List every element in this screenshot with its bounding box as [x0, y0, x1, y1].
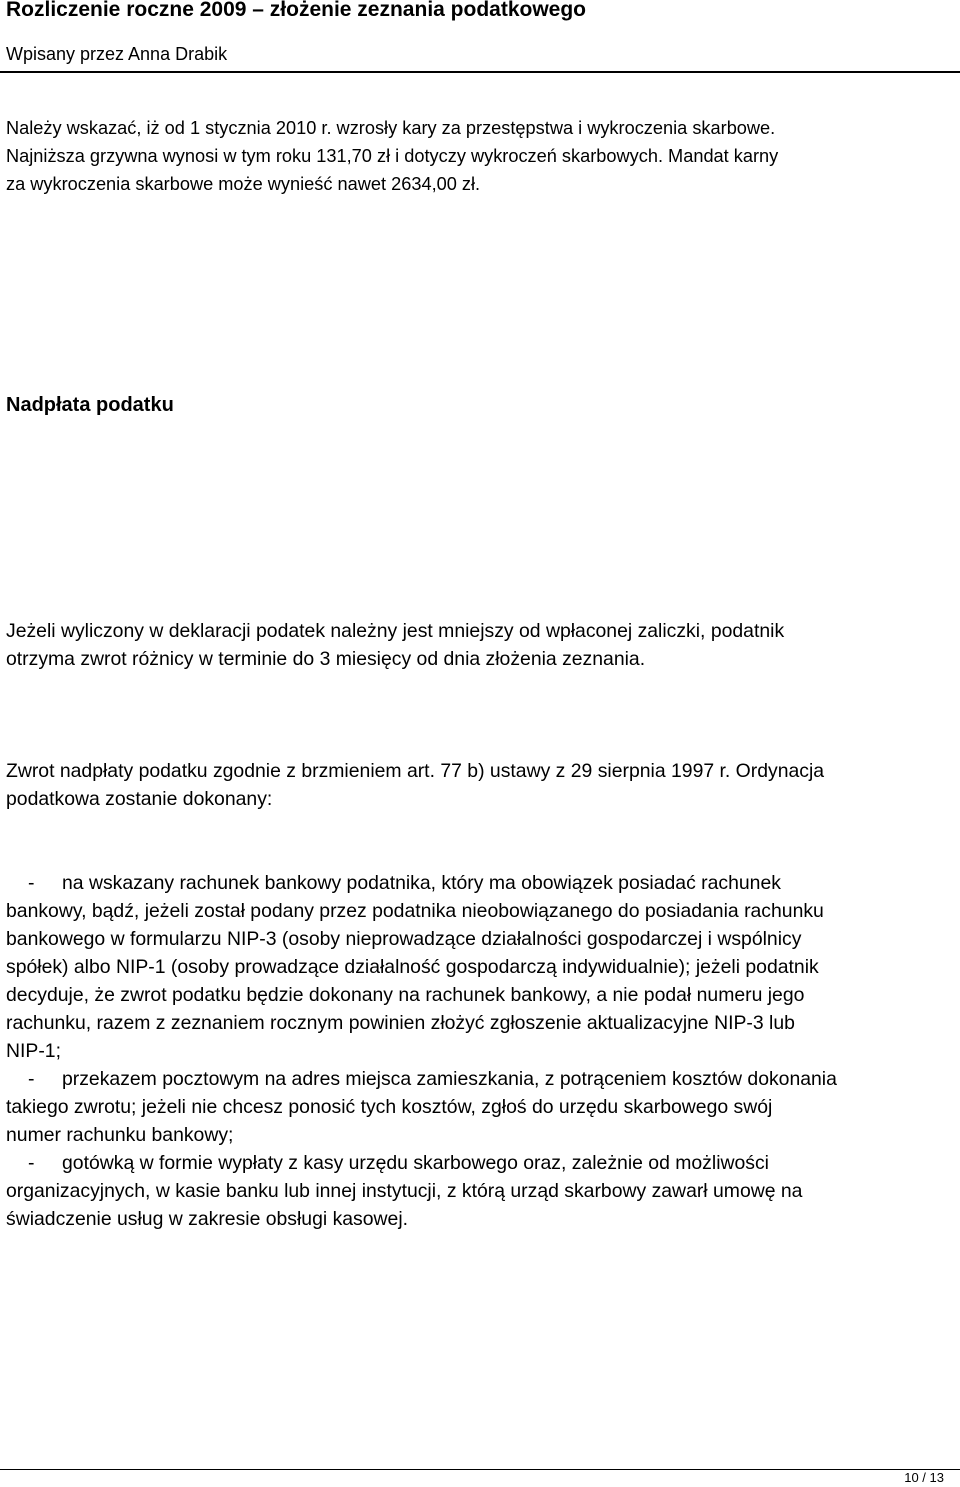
list-line: bankowy, bądź, jeżeli został podany przez podatnika nieobowiązanego do posiadania rachunku: [6, 900, 824, 922]
refund-paragraph: [6, 757, 958, 813]
list-item: [6, 1065, 958, 1093]
list-bullet: -: [28, 1068, 35, 1090]
intro-line: Najniższa grzywna wynosi w tym roku 131,70 zł i dotyczy wykroczeń skarbowych. Mandat karny: [6, 146, 779, 166]
footer-divider: [0, 1469, 960, 1470]
list-line: świadczenie usług w zakresie obsługi kasowej.: [6, 1208, 409, 1230]
refund-line: podatkowa zostanie dokonany:: [6, 788, 273, 810]
list-line: NIP-1;: [6, 1040, 61, 1062]
list-bullet: -: [28, 1152, 35, 1174]
list-line: gotówką w formie wypłaty z kasy urzędu skarbowego oraz, zależnie od możliwości: [62, 1152, 769, 1174]
list-line: takiego zwrotu; jeżeli nie chcesz ponosić tych kosztów, zgłoś do urzędu skarbowego swój: [6, 1096, 773, 1118]
refund-methods-list: [6, 869, 958, 1233]
intro-line: za wykroczenia skarbowe może wynieść nawet 2634,00 zł.: [6, 174, 481, 194]
list-line: decyduje, że zwrot podatku będzie dokonany na rachunek bankowy, a nie podał numeru jego: [6, 984, 805, 1006]
list-line: bankowego w formularzu NIP-3 (osoby nieprowadzące działalności gospodarczej i wspólnicy: [6, 928, 802, 950]
list-item: [6, 1149, 958, 1177]
list-item: [6, 869, 958, 897]
page-number: 10 / 13: [904, 1470, 944, 1485]
header-divider: [0, 71, 960, 73]
list-bullet: -: [28, 872, 35, 894]
overpayment-paragraph: [6, 617, 958, 673]
overpayment-line: Jeżeli wyliczony w deklaracji podatek należny jest mniejszy od wpłaconej zaliczki, podatnik: [6, 620, 785, 642]
overpayment-line: otrzyma zwrot różnicy w terminie do 3 miesięcy od dnia złożenia zeznania.: [6, 648, 646, 670]
list-line: na wskazany rachunek bankowy podatnika, który ma obowiązek posiadać rachunek: [62, 872, 781, 894]
intro-paragraph: [6, 114, 958, 198]
author-line: Wpisany przez Anna Drabik: [6, 44, 228, 64]
list-line: spółek) albo NIP-1 (osoby prowadzące działalność gospodarczą indywidualnie); jeżeli podatnik: [6, 956, 819, 978]
list-line: numer rachunku bankowy;: [6, 1124, 234, 1146]
list-line: przekazem pocztowym na adres miejsca zamieszkania, z potrąceniem kosztów dokonania: [62, 1068, 837, 1090]
page-title: Rozliczenie roczne 2009 – złożenie zeznania podatkowego: [6, 0, 586, 21]
section-heading: Nadpłata podatku: [6, 394, 174, 416]
list-line: rachunku, razem z zeznaniem rocznym powinien złożyć zgłoszenie aktualizacyjne NIP-3 lub: [6, 1012, 795, 1034]
intro-line: Należy wskazać, iż od 1 stycznia 2010 r. wzrosły kary za przestępstwa i wykroczenia skarbowe.: [6, 118, 776, 138]
refund-line: Zwrot nadpłaty podatku zgodnie z brzmieniem art. 77 b) ustawy z 29 sierpnia 1997 r. Ordynacja: [6, 760, 825, 782]
list-line: organizacyjnych, w kasie banku lub innej instytucji, z którą urząd skarbowy zawarł umowę na: [6, 1180, 803, 1202]
